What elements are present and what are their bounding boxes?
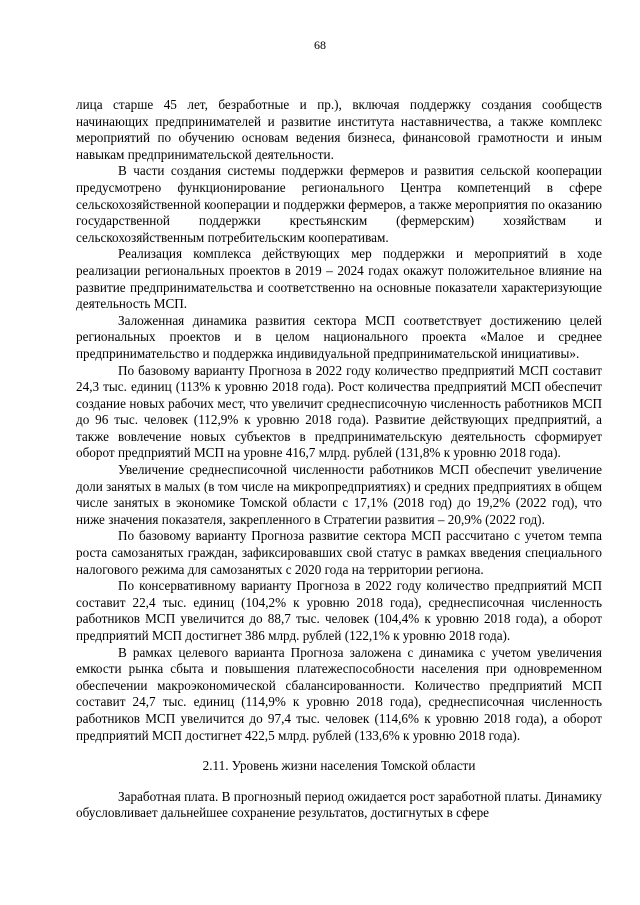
paragraph-employment-share: Увеличение среднесписочной численности работников МСП обеспечит увеличение доли занятых в малых (в том числе на микропредприятиях) и средних предприятиях в общем числе занятых в экономике Томской области с 17,1% (2018 год) до 19,2% (2022 год), что ниже значения показателя, закрепленного в Стратегии развития – 20,9% (2022 год). (76, 462, 602, 527)
paragraph-continuation: лица старше 45 лет, безработные и пр.), включая поддержку создания сообществ начинающих предпринимателей и развитие института наставничества, а также комплекс мероприятий по обучению основам ведения бизнеса, финансовой грамотности и иным навыкам предпринимательской деятельности. (76, 97, 602, 162)
paragraph-target-variant: В рамках целевого варианта Прогноза заложена с динамика с учетом увеличения емкости рынка сбыта и повышения платежеспособности населения при одновременном обеспечении макроэкономической сбалансированности. Количество предприятий МСП составит 24,7 тыс. единиц (114,9% к уровню 2018 года), среднесписочная численность работников МСП увеличится до 97,4 тыс. человек (114,6% к уровню 2018 года), а оборот предприятий МСП достигнет 422,5 млрд. рублей (133,6% к уровню 2018 года). (76, 644, 602, 743)
body-text (76, 97, 602, 822)
paragraph-farmer-support: В части создания системы поддержки фермеров и развития сельской кооперации предусмотрено функционирование регионального Центра компетенций в сфере сельскохозяйственной кооперации и поддержки фермеров, а также мероприятия по оказанию государственной поддержки крестьянским (фермерским) хозяйствам и сельскохозяйственным потребительским кооперативам. (76, 163, 602, 245)
paragraph-regional-projects: Реализация комплекса действующих мер поддержки и мероприятий в ходе реализации региональных проектов в 2019 – 2024 годах окажут положительное влияние на развитие предпринимательства и соответственно на основные показатели характеризующие деятельность МСП. (76, 246, 602, 312)
section-heading: 2.11. Уровень жизни населения Томской области (202, 758, 476, 774)
paragraph-self-employed: По базовому варианту Прогноза развитие сектора МСП рассчитано с учетом темпа роста самозанятых граждан, зафиксировавших свой статус в рамках введения специального налогового режима для самозанятых с 2020 года на территории региона. (76, 528, 602, 577)
paragraph-conservative-variant: По консервативному варианту Прогноза в 2022 году количество предприятий МСП составит 22,4 тыс. единиц (104,2% к уровню 2018 года), среднесписочная численность работников МСП увеличится до 88,7 тыс. человек (104,4% к уровню 2018 года), а оборот предприятий МСП достигнет 386 млрд. рублей (122,1% к уровню 2018 года). (76, 578, 602, 643)
paragraph-wages: Заработная плата. В прогнозный период ожидается рост заработной платы. Динамику обусловливает дальнейшее сохранение результатов, достигнутых в сфере (76, 788, 602, 821)
page-number: 68 (314, 38, 326, 52)
paragraph-base-variant: По базовому варианту Прогноза в 2022 году количество предприятий МСП составит 24,3 тыс. единиц (113% к уровню 2018 года). Рост количества предприятий МСП обеспечит создание новых рабочих мест, что увеличит среднесписочную численность работников МСП до 96 тыс. человек (112,9% к уровню 2018 года). Развитие действующих предприятий, а также вовлечение новых субъектов в предпринимательскую деятельность сформирует оборот предприятий МСП на уровне 416,7 млрд. рублей (131,8% к уровню 2018 года). (76, 362, 602, 461)
paragraph-msp-dynamics: Заложенная динамика развития сектора МСП соответствует достижению целей региональных проектов и в целом национального проекта «Малое и среднее предпринимательство и поддержка индивидуальной предпринимательской инициативы». (76, 312, 602, 361)
